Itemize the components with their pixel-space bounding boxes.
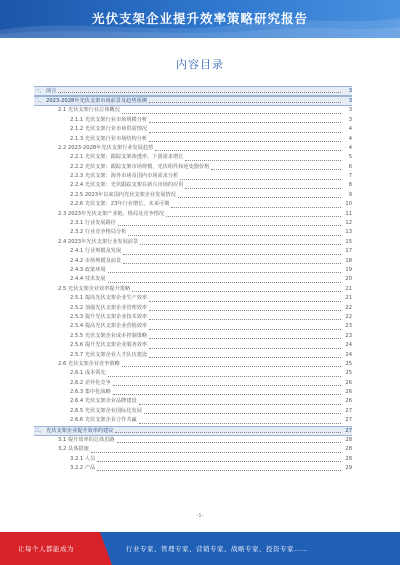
toc-leader-dots (91, 452, 341, 453)
toc-leader-dots (108, 282, 341, 283)
toc-entry-page: 23 (345, 323, 352, 330)
toc-entry-title: 2.6.6 光伏支架企业合作共赢 (70, 417, 137, 424)
toc-entry[interactable] (34, 397, 352, 406)
toc-entry[interactable] (34, 200, 352, 209)
toc-leader-dots (140, 244, 341, 245)
toc-leader-dots (144, 413, 341, 414)
toc-leader-dots (108, 272, 341, 273)
toc-leader-dots (122, 366, 341, 367)
toc-leader-dots (128, 235, 341, 236)
toc-entry[interactable] (34, 96, 352, 106)
toc-entry-page: 6 (348, 163, 352, 170)
toc-entry-title: 2.2.2 光伏支架：跟踪支架市场规模，光伏组件和逆变器价格 (70, 163, 210, 170)
toc-leader-dots (123, 263, 341, 264)
page-number: -1- (196, 513, 204, 519)
toc-leader-dots (149, 141, 341, 142)
toc-entry-title: 2.2.5 2023年以来国内光伏支架企业发展情况 (70, 191, 176, 198)
toc-entry-title: 2.2.6 光伏支架：23年行业增长，未来可期 (70, 201, 170, 208)
toc-entry-page: 24 (345, 351, 352, 358)
toc-entry-title: 一、 前言 (34, 87, 57, 94)
toc-entry-page: 8 (348, 182, 352, 189)
toc-entry-title: 2.6.1 成本领先 (70, 370, 106, 377)
toc-entry-title: 3.2.2 产品 (70, 465, 96, 471)
toc-leader-dots (113, 394, 341, 395)
toc-entry-title: 2.1.2 光伏支架行业市场供需情况 (70, 126, 148, 133)
toc-entry-page: 4 (348, 135, 352, 142)
toc-leader-dots (108, 376, 341, 377)
toc-leader-dots (149, 348, 341, 349)
table-of-contents (34, 86, 352, 473)
toc-entry[interactable] (34, 172, 352, 181)
toc-entry-title: 2.4.3 政策环境 (70, 267, 106, 273)
toc-entry-page: 28 (345, 436, 352, 443)
toc-leader-dots (122, 113, 341, 114)
toc-entry[interactable] (34, 304, 352, 313)
toc-entry[interactable] (34, 464, 352, 473)
footer-slogan: 让每个人都能成为 (18, 545, 74, 553)
toc-entry-page: 29 (345, 465, 352, 471)
toc-entry-title: 2.5 光伏支架企业效率提升策略 (58, 285, 131, 292)
toc-entry-title: 三、 光伏支架企业提升效率的建议 (34, 427, 114, 434)
toc-entry[interactable] (34, 182, 352, 191)
toc-leader-dots (149, 338, 341, 339)
toc-leader-dots (149, 122, 341, 123)
toc-entry[interactable] (34, 135, 352, 144)
toc-entry-page: 5 (348, 154, 352, 161)
toc-leader-dots (139, 423, 341, 424)
toc-entry-title: 2.1 光伏支架行业总体概况 (58, 107, 120, 114)
toc-entry-title: 2.2 2023-2028年光伏支架行业发展趋势 (58, 144, 154, 151)
toc-entry-title: 二、 2023-2028年光伏支架市场前景及趋势预测 (34, 98, 147, 105)
toc-leader-dots (149, 132, 341, 133)
toc-entry-title: 2.2.1 光伏支架：跟踪支架渗透率，下游需求增长 (70, 154, 184, 161)
toc-entry-title: 2.6 光伏支架企业竞争策略 (58, 360, 120, 367)
toc-entry-page: 17 (345, 248, 352, 255)
toc-entry-page: 25 (345, 360, 352, 367)
toc-entry-title: 2.5.3 提升光伏支架企业技术效率 (70, 313, 148, 320)
toc-entry-page: 4 (348, 144, 352, 151)
toc-entry[interactable] (34, 407, 352, 416)
toc-entry[interactable] (34, 125, 352, 134)
toc-entry-page: 10 (345, 201, 352, 208)
toc-entry[interactable] (34, 238, 352, 247)
toc-entry[interactable] (34, 275, 352, 284)
toc-entry[interactable] (34, 416, 352, 425)
toc-entry-title: 2.6.4 光伏支架企业品牌建设 (70, 398, 137, 405)
report-title: 光伏支架企业提升效率策略研究报告 (91, 11, 308, 26)
toc-entry-page: 11 (345, 210, 352, 217)
report-header (0, 0, 400, 38)
toc-entry[interactable] (34, 341, 352, 350)
toc-leader-dots (149, 329, 341, 330)
toc-entry[interactable] (34, 228, 352, 237)
toc-entry[interactable] (34, 247, 352, 256)
toc-entry-page: 15 (345, 238, 352, 245)
toc-entry-title: 2.2.3 光伏支架：海外市场及国内市场需求分析 (70, 173, 179, 180)
toc-entry-title: 2.4.2 市场规模及前景 (70, 257, 122, 264)
toc-entry[interactable] (34, 219, 352, 228)
toc-leader-dots (178, 197, 341, 198)
toc-leader-dots (149, 301, 341, 302)
toc-entry[interactable] (34, 322, 352, 331)
toc-entry-title: 3.2 具体措施 (58, 446, 89, 453)
toc-entry-title: 2.5.4 提高光伏支架企业营销效率 (70, 323, 148, 330)
footer-banner (0, 532, 400, 565)
toc-entry[interactable] (34, 455, 352, 464)
toc-entry-page: 20 (345, 276, 352, 283)
toc-entry[interactable] (34, 388, 352, 397)
toc-entry-title: 2.3 2023年光伏支架产业链、格局及竞争情况 (58, 210, 165, 217)
toc-leader-dots (139, 404, 341, 405)
toc-entry-page: 26 (345, 379, 352, 386)
toc-leader-dots (171, 207, 341, 208)
toc-entry-page: 3 (348, 107, 352, 114)
toc-leader-dots (149, 357, 341, 358)
toc-leader-dots (149, 310, 341, 311)
toc-entry-page: 9 (348, 191, 352, 198)
toc-entry[interactable] (34, 163, 352, 172)
toc-entry-title: 2.3.2 行业竞争格局分析 (70, 229, 127, 236)
toc-entry-title: 2.5.7 光伏支架企业人才队伍建设 (70, 351, 148, 358)
toc-entry-title: 3.1 提升效率的总体思路 (58, 436, 115, 443)
toc-entry[interactable] (34, 86, 352, 96)
toc-entry-page: 12 (345, 220, 352, 227)
toc-leader-dots (118, 225, 341, 226)
toc-leader-dots (185, 188, 341, 189)
toc-entry-page: 27 (345, 417, 352, 424)
toc-entry[interactable] (34, 436, 352, 445)
toc-entry-title: 2.3.1 行业发展路径 (70, 220, 116, 227)
toc-entry-page: 27 (345, 407, 352, 414)
toc-entry-title: 2.6.3 集中化战略 (70, 389, 111, 396)
toc-entry-page: 27 (345, 427, 352, 434)
toc-leader-dots (149, 102, 341, 103)
toc-entry[interactable] (34, 106, 352, 115)
toc-entry[interactable] (34, 360, 352, 369)
toc-leader-dots (132, 291, 341, 292)
toc-entry[interactable] (34, 445, 352, 454)
toc-entry[interactable] (34, 285, 352, 294)
toc-entry[interactable] (34, 266, 352, 275)
toc-entry-title: 2.2.4 光伏支架：光伏跟踪支架在新兴市场的应用 (70, 182, 184, 189)
toc-entry-title: 2.6.5 光伏支架企业国际化发展 (70, 407, 142, 414)
toc-entry-page: 28 (345, 446, 352, 453)
toc-entry-title: 2.1.1 光伏支架行业市场规模分析 (70, 116, 148, 123)
toc-entry-title: 2.4.4 技术发展 (70, 276, 106, 283)
toc-leader-dots (185, 160, 341, 161)
toc-entry-page: 4 (348, 126, 352, 133)
toc-leader-dots (211, 169, 341, 170)
toc-entry[interactable] (34, 369, 352, 378)
toc-heading: 内容目录 (176, 58, 224, 71)
toc-leader-dots (166, 216, 341, 217)
toc-entry[interactable] (34, 144, 352, 153)
toc-entry[interactable] (34, 153, 352, 162)
toc-leader-dots (97, 470, 341, 471)
toc-leader-dots (155, 150, 341, 151)
toc-entry-page: 21 (345, 285, 352, 292)
toc-entry-page: 7 (348, 173, 352, 180)
toc-entry-page: 26 (345, 389, 352, 396)
toc-entry-title: 2.5.5 光伏支架企业成本控制策略 (70, 332, 148, 339)
toc-entry[interactable] (34, 257, 352, 266)
toc-entry-page: 3 (348, 98, 352, 105)
toc-entry[interactable] (34, 379, 352, 388)
toc-entry[interactable] (34, 426, 352, 436)
toc-entry-title: 2.5.1 提高光伏支架企业生产效率 (70, 295, 148, 302)
toc-entry[interactable] (34, 191, 352, 200)
toc-entry-page: 23 (345, 332, 352, 339)
toc-entry-title: 2.1.3 光伏支架行业市场结构分析 (70, 135, 148, 142)
toc-leader-dots (115, 432, 341, 433)
toc-leader-dots (58, 92, 341, 93)
toc-entry[interactable] (34, 351, 352, 360)
toc-entry-page: 28 (345, 455, 352, 462)
toc-entry-page: 22 (345, 304, 352, 311)
toc-leader-dots (113, 385, 341, 386)
toc-entry-title: 2.5.2 加强光伏支架企业管理效率 (70, 304, 148, 311)
toc-entry-page: 3 (348, 87, 352, 94)
toc-entry-title: 2.5.6 提升光伏支架企业服务效率 (70, 342, 148, 349)
toc-entry-page: 18 (345, 257, 352, 264)
toc-leader-dots (117, 442, 341, 443)
toc-entry-page: 22 (345, 313, 352, 320)
toc-entry-page: 25 (345, 370, 352, 377)
toc-leader-dots (149, 319, 341, 320)
toc-entry-page: 26 (345, 398, 352, 405)
toc-leader-dots (97, 461, 341, 462)
toc-entry[interactable] (34, 294, 352, 303)
toc-entry-title: 2.4.1 行业规模及发展 (70, 248, 122, 255)
toc-entry[interactable] (34, 116, 352, 125)
toc-entry-title: 2.6.2 差异化竞争 (70, 379, 111, 386)
toc-entry-page: 21 (345, 295, 352, 302)
toc-entry[interactable] (34, 332, 352, 341)
toc-entry-page: 24 (345, 342, 352, 349)
toc-entry-title: 2.4 2023年光伏支架行业发展前景 (58, 238, 139, 245)
toc-entry[interactable] (34, 313, 352, 322)
toc-entry[interactable] (34, 210, 352, 219)
footer-services: 行业专家、管理专家、营销专家、战略专家、投资专家…… (126, 545, 308, 553)
toc-entry-title: 3.2.1 人员 (70, 455, 96, 462)
toc-leader-dots (123, 254, 341, 255)
toc-entry-page: 13 (345, 229, 352, 236)
toc-entry-page: 3 (348, 116, 352, 123)
toc-entry-page: 19 (345, 267, 352, 273)
toc-leader-dots (180, 179, 341, 180)
